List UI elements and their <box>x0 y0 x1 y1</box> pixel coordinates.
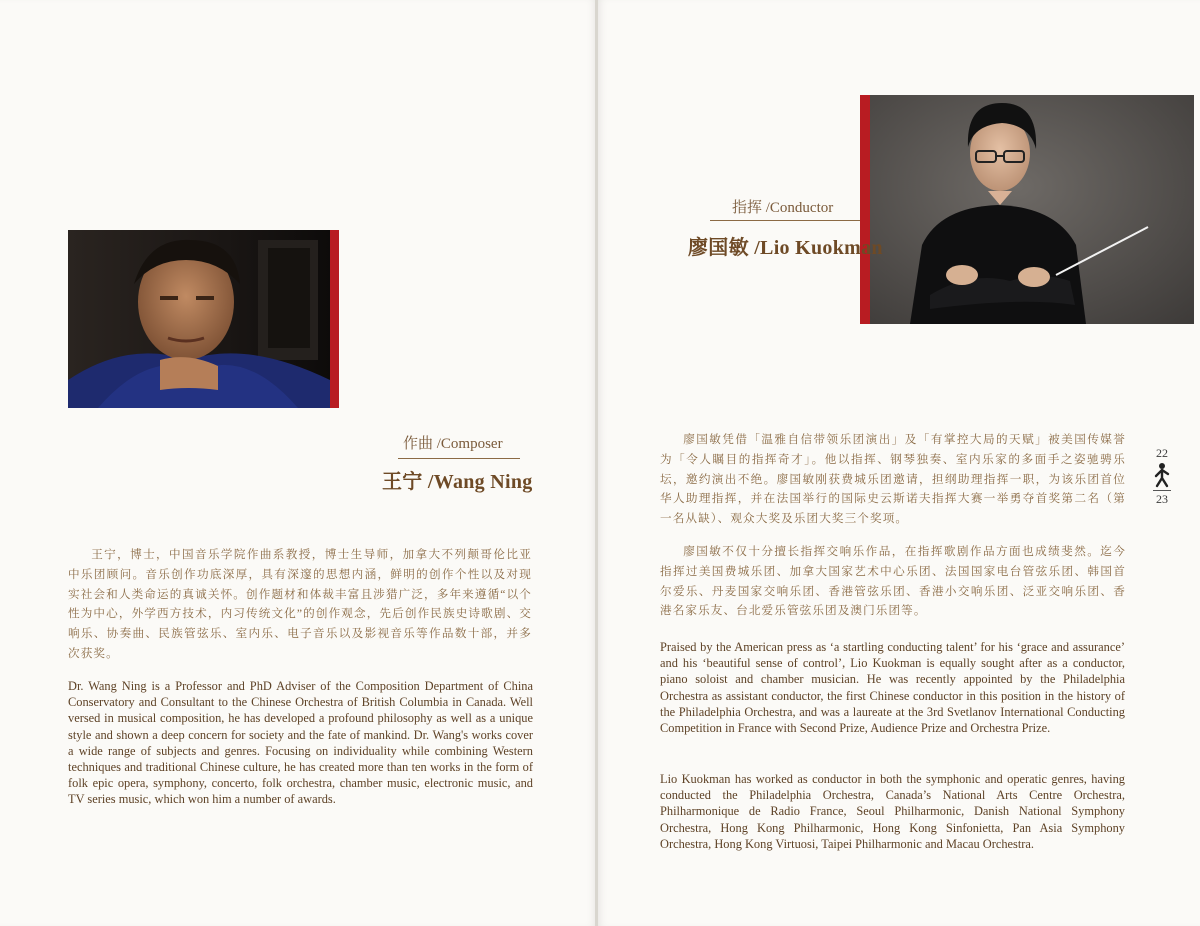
left-page <box>0 0 596 926</box>
right-page <box>598 0 1200 926</box>
composer-heading-rule <box>398 458 520 459</box>
page-number-right: 23 <box>1156 492 1168 506</box>
composer-bio-chinese: 王宁，博士，中国音乐学院作曲系教授，博士生导师，加拿大不列颠哥伦比亚中乐团顾问。音乐创作功底深厚，具有深邃的思想内涵，鲜明的创作个性以及对现实社会和人类命运的真诚关怀。创作题材和体裁丰富且涉猎广泛，多年来遵循“以个性为中心，外学西方技术，内习传统文化”的创作观念，先后创作民族史诗歌剧、交响乐、协奏曲、民族管弦乐、室内乐、电子音乐以及影视音乐等作品数十部，并多次获奖。 <box>68 548 532 660</box>
conductor-bio-chinese-1: 廖国敏凭借「温雅自信带领乐团演出」及「有掌控大局的天赋」被美国传媒誉为「令人瞩目的指挥奇才」。他以指挥、钢琴独奏、室内乐家的多面手之姿驰骋乐坛，邀约演出不绝。廖国敏刚获费城乐团邀请，担纲助理指挥一职，为该乐团首位华人助理指挥，并在法国举行的国际史云斯诺夫指挥大赛一举勇夺首奖第二名（第一名从缺）、观众大奖及乐团大奖三个奖项。 <box>660 433 1126 526</box>
composer-role: 作曲 /Composer <box>403 436 503 452</box>
conductor-photo <box>870 95 1194 324</box>
composer-name: 王宁 /Wang Ning <box>382 471 533 493</box>
page-number-left: 22 <box>1156 446 1168 460</box>
conductor-heading-rule <box>710 220 860 221</box>
conductor-bio-english-1: Praised by the American press as ‘a startling conducting talent’ for his ‘grace and assurance’ and his ‘beautiful sense of control’, Lio Kuokman is equally sought after as a conductor, piano soloist and chamber musician. He was recently appointed by the Philadelphia Orchestra as assistant conductor, the first Chinese conductor in this position in the history of the Philadelphia Orchestra, and was a laureate at the 3rd Svetlanov International Conducting Competition in France with Second Prize, Audience Prize and Orchestra Prize. <box>660 640 1125 736</box>
conductor-role: 指挥 /Conductor <box>732 200 834 216</box>
composer-photo-red-bar <box>330 230 339 408</box>
page-number-right-wrap <box>1151 489 1173 506</box>
composer-bio-english: Dr. Wang Ning is a Professor and PhD Adviser of the Composition Department of China Conservatory and Consultant to the Chinese Orchestra of British Columbia in Canada. Well versed in musical composition, he has developed a profound philosophy as well as a unique style and shown a deep concern for society and the fate of mankind. Dr. Wang's works cover a wide range of subjects and genres. Focusing on individuality while combining Western techniques and traditional Chinese culture, he has created more than ten works in the form of folk epic opera, symphony, concerto, folk orchestra, chamber music, electronic music, and TV series music, which won him a number of awards. <box>68 679 533 807</box>
dancer-logo-icon <box>1151 462 1173 488</box>
conductor-bio-chinese-2: 廖国敏不仅十分擅长指挥交响乐作品，在指挥歌剧作品方面也成绩斐然。迄今指挥过美国费城乐团、加拿大国家艺术中心乐团、法国国家电台管弦乐团、韩国首尔爱乐、丹麦国家交响乐团、香港管弦乐团、香港小交响乐团、泛亚交响乐团、香港名家乐友、台北爱乐管弦乐团及澳门乐团等。 <box>660 545 1126 618</box>
conductor-bio-english-2: Lio Kuokman has worked as conductor in both the symphonic and operatic genres, having conducted the Philadelphia Orchestra, Canada’s National Arts Centre Orchestra, Philharmonique de Radio France, Seoul Philharmonic, Danish National Symphony Orchestra, Hong Kong Philharmonic, Hong Kong Sinfonietta, Pan Asia Symphony Orchestra, Hong Kong Virtuosi, Taipei Philharmonic and Macau Orchestra. <box>660 772 1125 851</box>
page-numbers <box>1151 446 1173 460</box>
page-number-divider <box>1153 490 1171 491</box>
conductor-photo-red-bar <box>860 95 870 324</box>
composer-photo <box>68 230 330 408</box>
conductor-name: 廖国敏 /Lio Kuokman <box>688 237 883 259</box>
